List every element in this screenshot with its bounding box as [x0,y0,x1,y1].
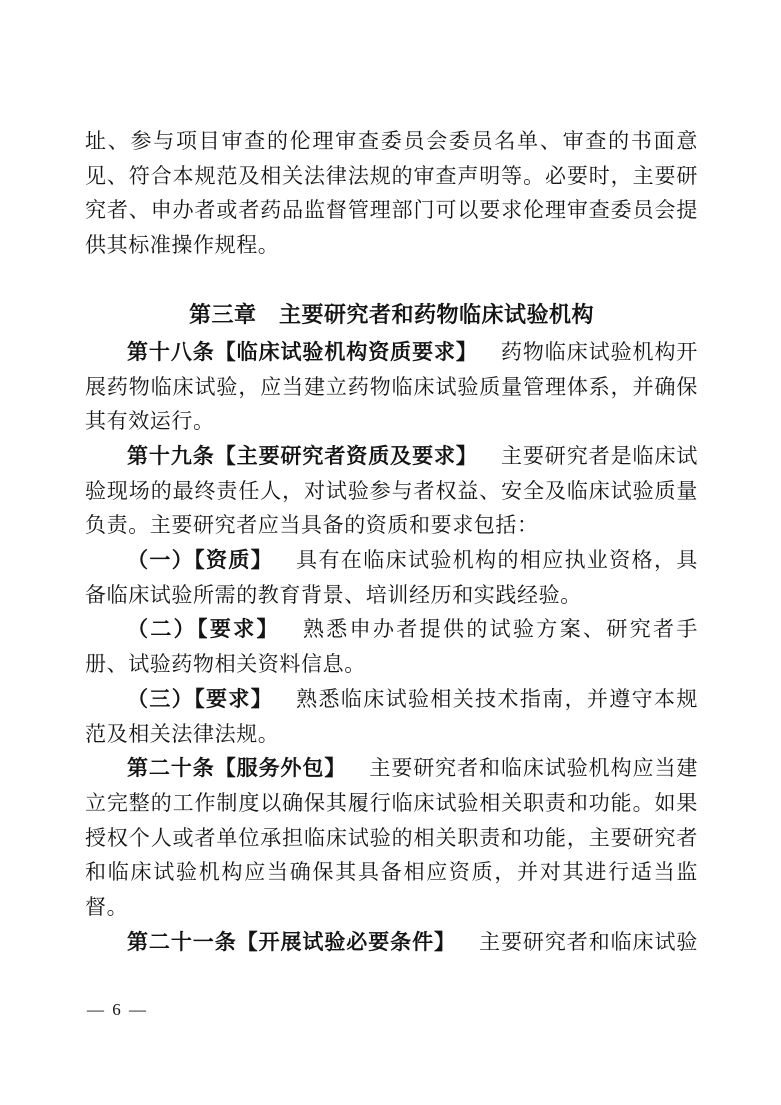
article-lead: （一）【资质】 [127,548,274,573]
article-paragraph-19 [85,439,698,543]
article-lead: 第二十条【服务外包】 [127,756,347,781]
article-body: 熟悉申办者提供的试验方案、研究者手册、试验药物相关资料信息。 [85,617,698,677]
article-lead: 第十八条【临床试验机构资质要求】 [127,339,478,364]
article-body: 主要研究者和临床试验 [479,929,699,954]
article-body: 主要研究者是临床试验现场的最终责任人，对试验参与者权益、安全及临床试验质量负责。主要研究者应当具备的资质和要求包括： [85,443,698,538]
article-item-1 [85,543,698,612]
chapter-heading: 第三章 主要研究者和药物临床试验机构 [188,301,594,327]
article-lead: （三）【要求】 [127,686,274,711]
article-body: 药物临床试验机构开展药物临床试验，应当建立药物临床试验质量管理体系，并确保其有效运行。 [85,339,698,434]
article-paragraph-20 [85,751,698,925]
article-paragraph-21 [85,925,698,960]
intro-paragraph: 址、参与项目审查的伦理审查委员会委员名单、审查的书面意见、符合本规范及相关法律法规的审查声明等。必要时，主要研究者、申办者或者药品监督管理部门可以要求伦理审查委员会提供其标准操作规程。 [85,129,698,258]
article-lead: 第十九条【主要研究者资质及要求】 [127,443,478,468]
article-paragraph-18 [85,335,698,439]
article-body: 具有在临床试验机构的相应执业资格，具备临床试验所需的教育背景、培训经历和实践经验。 [85,548,698,607]
article-body: 主要研究者和临床试验机构应当建立完整的工作制度以确保其履行临床试验相关职责和功能。如果授权个人或者单位承担临床试验的相关职责和功能，主要研究者和临床试验机构应当确保其具备相应资质，并对其进行适当监督。 [85,756,699,920]
document-body [85,124,698,959]
article-body: 熟悉临床试验相关技术指南，并遵守本规范及相关法律法规。 [85,686,698,746]
article-item-2 [85,612,698,681]
article-item-3 [85,682,698,751]
article-lead: （二）【要求】 [127,617,280,642]
page-number: — 6 — [87,1000,148,1019]
article-lead: 第二十一条【开展试验必要条件】 [127,929,456,954]
